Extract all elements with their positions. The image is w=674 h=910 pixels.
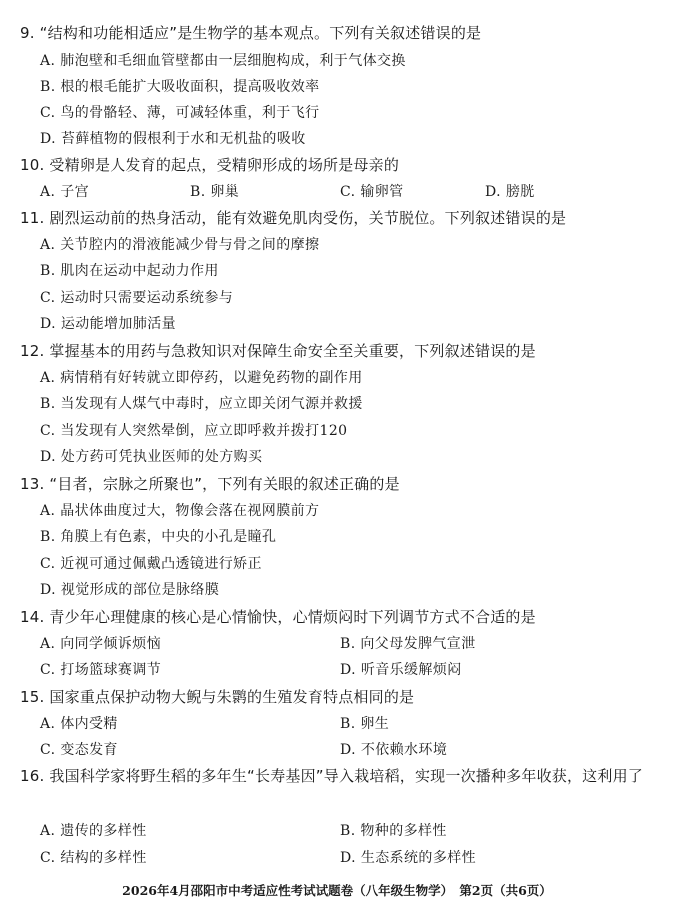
question-15-option-b: B. 卵生: [340, 716, 390, 732]
question-9-option-b: B. 根的根毛能扩大吸收面积，提高吸收效率: [40, 79, 320, 95]
question-13-option-c: C. 近视可通过佩戴凸透镜进行矫正: [40, 556, 262, 572]
question-10-option-b: B. 卵巢: [190, 184, 240, 200]
question-15-option-c: C. 变态发育: [40, 742, 118, 758]
question-10-stem: 10. 受精卵是人发育的起点，受精卵形成的场所是母亲的: [20, 156, 400, 174]
question-11-option-b: B. 肌肉在运动中起动力作用: [40, 263, 219, 279]
question-9-stem: 9. “结构和功能相适应”是生物学的基本观点。下列有关叙述错误的是: [20, 24, 482, 42]
question-12-option-d: D. 处方药可凭执业医师的处方购买: [40, 449, 263, 465]
question-13-option-b: B. 角膜上有色素，中央的小孔是瞳孔: [40, 529, 277, 545]
question-15-option-d: D. 不依赖水环境: [340, 742, 448, 758]
question-13-option-a: A. 晶状体曲度过大，物像会落在视网膜前方: [40, 503, 320, 519]
question-14-stem: 14. 青少年心理健康的核心是心情愉快，心情烦闷时下列调节方式不合适的是: [20, 608, 536, 626]
question-13-option-d: D. 视觉形成的部位是脉络膜: [40, 582, 220, 598]
question-16-option-d: D. 生态系统的多样性: [340, 850, 477, 866]
page-footer: 2026年4月邵阳市中考适应性考试试题卷（八年级生物学） 第2页（共6页）: [122, 883, 552, 898]
question-16-option-c: C. 结构的多样性: [40, 850, 147, 866]
question-11-option-c: C. 运动时只需要运动系统参与: [40, 290, 234, 306]
question-10-option-d: D. 膀胱: [485, 184, 535, 200]
question-10-option-a: A. 子宫: [40, 184, 90, 200]
question-16-option-b: B. 物种的多样性: [340, 823, 447, 839]
question-12-option-b: B. 当发现有人煤气中毒时，应立即关闭气源并救援: [40, 396, 363, 412]
question-14-option-a: A. 向同学倾诉烦恼: [40, 636, 162, 652]
question-14-option-d: D. 听音乐缓解烦闷: [340, 662, 462, 678]
question-12-option-c: C. 当发现有人突然晕倒，应立即呼救并拨打120: [40, 423, 348, 439]
question-15-stem: 15. 国家重点保护动物大鲵与朱鹮的生殖发育特点相同的是: [20, 688, 415, 706]
question-14-option-b: B. 向父母发脾气宣泄: [340, 636, 476, 652]
question-9-option-a: A. 肺泡壁和毛细血管壁都由一层细胞构成，利于气体交换: [40, 53, 406, 69]
question-12-stem: 12. 掌握基本的用药与急救知识对保障生命安全至关重要，下列叙述错误的是: [20, 342, 536, 360]
question-9-option-c: C. 鸟的骨骼轻、薄，可减轻体重，利于飞行: [40, 105, 320, 121]
question-12-option-a: A. 病情稍有好转就立即停药，以避免药物的副作用: [40, 370, 363, 386]
question-15-option-a: A. 体内受精: [40, 716, 118, 732]
question-16-option-a: A. 遗传的多样性: [40, 823, 147, 839]
question-11-option-d: D. 运动能增加肺活量: [40, 316, 177, 332]
question-16-stem: 16. 我国科学家将野生稻的多年生“长寿基因”导入栽培稻，实现一次播种多年收获，这利用了: [20, 767, 643, 785]
question-10-option-c: C. 输卵管: [340, 184, 404, 200]
question-13-stem: 13. “目者，宗脉之所聚也”，下列有关眼的叙述正确的是: [20, 475, 400, 493]
question-11-option-a: A. 关节腔内的滑液能减少骨与骨之间的摩擦: [40, 237, 320, 253]
question-14-option-c: C. 打场篮球赛调节: [40, 662, 162, 678]
question-11-stem: 11. 剧烈运动前的热身活动，能有效避免肌肉受伤，关节脱位。下列叙述错误的是: [20, 209, 567, 227]
question-9-option-d: D. 苔藓植物的假根利于水和无机盐的吸收: [40, 131, 306, 147]
